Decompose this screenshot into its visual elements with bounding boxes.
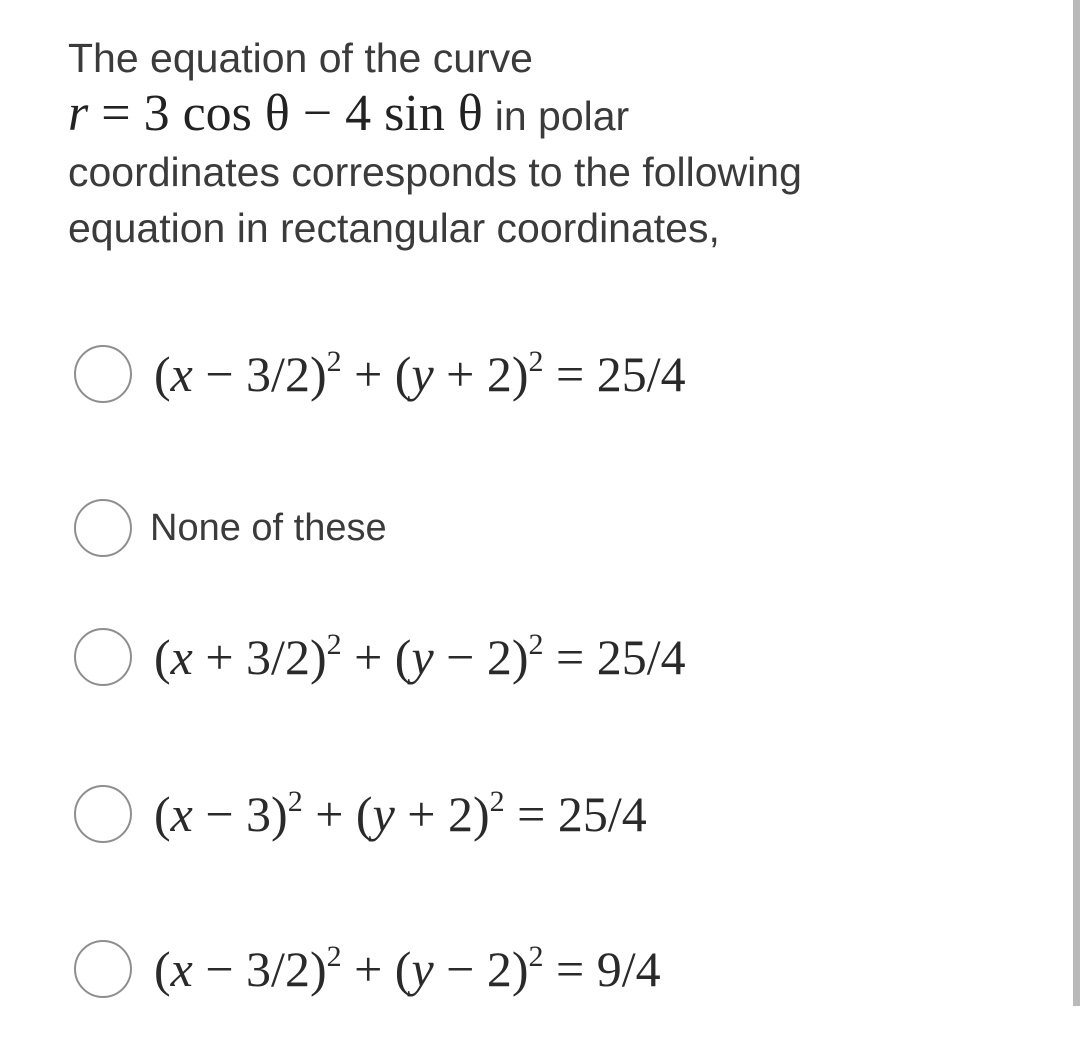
question-text: [68, 30, 948, 256]
polar-minus: −: [302, 85, 333, 142]
radio-button[interactable]: [74, 940, 132, 998]
polar-equation: [68, 85, 483, 142]
answer-option-1[interactable]: [74, 334, 686, 414]
option-term-2: + (y − 2): [341, 629, 529, 685]
scrollbar-edge: [1073, 0, 1080, 1006]
option-exponent-2: 2: [528, 345, 544, 378]
option-term-1: (x − 3/2): [154, 346, 327, 402]
option-rhs: = 9/4: [543, 941, 661, 997]
polar-r: r: [68, 85, 89, 142]
option-exponent-1: 2: [326, 345, 342, 378]
polar-equals: =: [101, 85, 131, 142]
option-rhs: = 25/4: [543, 629, 686, 685]
polar-term-cos: 3 cos θ: [143, 85, 290, 142]
question-line-2-suffix: in polar: [494, 93, 630, 139]
answer-option-5[interactable]: [74, 929, 661, 1009]
option-term-2: + (y + 2): [302, 786, 490, 842]
option-term-1: (x + 3/2): [154, 629, 327, 685]
option-rhs: = 25/4: [543, 346, 686, 402]
answer-option-3[interactable]: [74, 617, 686, 697]
option-exponent-1: 2: [326, 628, 342, 661]
option-exponent-1: 2: [287, 785, 303, 818]
radio-button[interactable]: [74, 345, 132, 403]
option-label: None of these: [150, 506, 387, 549]
option-term-2: + (y − 2): [341, 941, 529, 997]
option-term-2: + (y + 2): [341, 346, 529, 402]
radio-button[interactable]: [74, 785, 132, 843]
question-line-1: The equation of the curve: [68, 35, 533, 81]
option-equation: [154, 345, 686, 403]
answer-option-2[interactable]: [74, 488, 387, 568]
question-line-2: [68, 86, 948, 144]
option-exponent-2: 2: [489, 785, 505, 818]
question-line-3: coordinates corresponds to the following: [68, 149, 802, 195]
question-line-4: equation in rectangular coordinates,: [68, 205, 720, 251]
option-exponent-2: 2: [528, 628, 544, 661]
option-term-1: (x − 3): [154, 786, 288, 842]
answer-option-4[interactable]: [74, 774, 647, 854]
radio-button[interactable]: [74, 628, 132, 686]
option-rhs: = 25/4: [504, 786, 647, 842]
option-equation: [154, 785, 647, 843]
option-term-1: (x − 3/2): [154, 941, 327, 997]
option-equation: [154, 628, 686, 686]
option-exponent-2: 2: [528, 940, 544, 973]
radio-button[interactable]: [74, 499, 132, 557]
polar-term-sin: 4 sin θ: [345, 85, 483, 142]
option-equation: [154, 940, 661, 998]
option-exponent-1: 2: [326, 940, 342, 973]
